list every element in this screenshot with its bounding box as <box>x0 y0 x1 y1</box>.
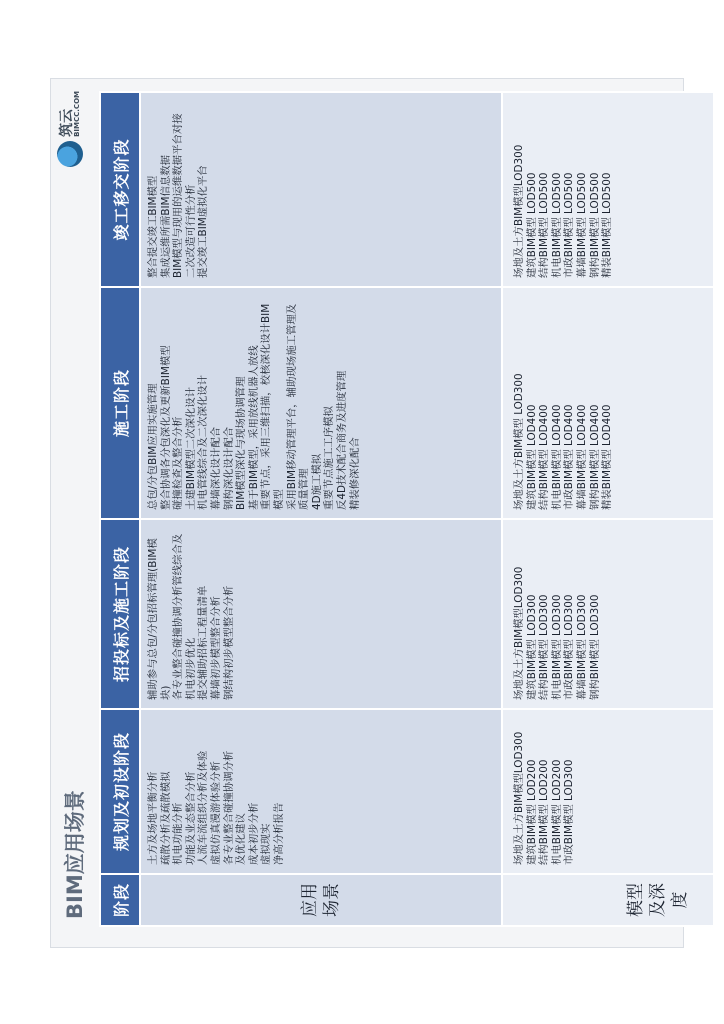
cell-line: 提交竣工BIM虚拟化平台 <box>197 165 210 278</box>
model-lod-row <box>502 92 714 926</box>
cell-line: 土建BIM模型二次深化设计 <box>184 386 197 510</box>
cell-line: 钢构BIM模型 LOD500 <box>588 172 601 278</box>
cell-handover-lod <box>502 92 714 287</box>
cell-line: 整合协调各分包深化及更新BIM模型 <box>159 345 172 510</box>
cell-line: 幕墙BIM模型 LOD500 <box>575 172 588 278</box>
cell-line: 钢构深化设计配合 <box>222 426 235 510</box>
cell-planning-lod <box>502 709 714 874</box>
cell-line: 虚拟仿真漫游体验分析 <box>209 761 222 865</box>
header-handover: 竣工移交阶段 <box>100 92 140 287</box>
cell-line: 市政BIM模型 LOD400 <box>563 404 576 510</box>
cell-line: 钢构BIM模型 LOD300 <box>588 594 601 700</box>
cell-line: 钢构BIM模型 LOD400 <box>588 404 601 510</box>
cell-line: 机电BIM模型 LOD500 <box>550 172 563 278</box>
header-stage: 阶段 <box>100 874 140 926</box>
header-planning: 规划及初设阶段 <box>100 709 140 874</box>
cell-line: 精装BIM模型 LOD400 <box>601 404 614 510</box>
cell-planning-applications <box>140 709 502 874</box>
cell-line: 场地及土方BIM模型LOD300 <box>513 731 525 865</box>
cell-line: 结构BIM模型 LOD500 <box>538 172 551 278</box>
cell-line: 辅助参与总包/分包招标管理(BIM模块) <box>147 538 172 700</box>
cell-line: 结构BIM模型 LOD400 <box>538 404 551 510</box>
cell-line: 各专业整合碰撞协调分析 <box>222 750 235 865</box>
cell-line: 建筑BIM模型 LOD200 <box>525 759 538 865</box>
cell-handover-applications <box>140 92 502 287</box>
header-construction: 施工阶段 <box>100 287 140 519</box>
cell-line: 二次改造可行性分析 <box>184 184 197 278</box>
cell-line: 幕墙BIM模型 LOD400 <box>575 404 588 510</box>
cell-line: 场地及土方BIM模型LOD300 <box>513 144 525 278</box>
row-label-application: 应用 场景 <box>140 874 502 926</box>
cell-line: 精装BIM模型 LOD500 <box>601 172 614 278</box>
cell-line: 幕墙初步模型整合分析 <box>209 596 222 700</box>
cell-line: 及优化建议 <box>235 813 248 865</box>
cell-line: 机电BIM模型 LOD200 <box>550 759 563 865</box>
cell-line: 机电功能分析 <box>172 802 185 865</box>
cell-line: 建筑BIM模型 LOD400 <box>525 404 538 510</box>
header-bidding: 招投标及施工阶段 <box>100 519 140 709</box>
cell-line: 建筑BIM模型 LOD300 <box>525 594 538 700</box>
cell-line: 反4D技术配合商务及进度管理 <box>335 370 348 510</box>
cell-construction-lod <box>502 287 714 519</box>
cell-line: 疏散分析及疏散模拟 <box>159 771 172 865</box>
cell-line: 各专业整合碰撞协调分析管线综合及机电初步优化 <box>172 533 197 700</box>
cell-line: 重要节点施工工序模拟 <box>323 406 336 510</box>
cell-line: 整合提交竣工BIM模型 <box>147 175 159 278</box>
cell-line: 幕墙BIM模型 LOD300 <box>575 594 588 700</box>
cell-line: 成本初步分析 <box>247 802 260 865</box>
logo-text-cn: 筑云 <box>58 108 75 137</box>
bim-stage-table <box>99 91 715 927</box>
cell-line: 采用BIM移动管理平台，辅助现场施工管理及质量管理 <box>285 303 311 510</box>
cell-line: 结构BIM模型 LOD200 <box>538 759 551 865</box>
header-row <box>100 92 140 926</box>
cell-line: 精装修深化配合 <box>348 437 361 510</box>
cell-line: BIM模型与现用的运维数据平台对接 <box>172 113 185 278</box>
logo <box>57 91 83 167</box>
cell-line: 功能及业态整合分析 <box>184 771 197 865</box>
cell-line: 提交辅助招标工程量清单 <box>197 585 210 700</box>
cell-line: 建筑BIM模型 LOD500 <box>525 172 538 278</box>
cell-line: 净高分析报告 <box>272 802 285 865</box>
cell-line: 幕墙深化设计配合 <box>209 426 222 510</box>
cell-line: 虚拟现实 <box>260 823 273 865</box>
page-title: BIM应用场景 <box>63 790 87 919</box>
slide <box>50 78 690 948</box>
row-label-model-lod: 模型 及深 度 <box>502 874 714 926</box>
cell-line: 土方及场地平衡分析 <box>147 771 159 865</box>
cell-construction-applications <box>140 287 502 519</box>
cell-line: 基于BIM模型，采用放线机器人放线 <box>247 345 260 510</box>
logo-text-en: BIMCC.COM <box>72 91 81 137</box>
cell-line: 场地及土方BIM模型 LOD300 <box>513 373 525 510</box>
cell-line: 场地及土方BIM模型LOD300 <box>513 566 525 700</box>
cell-line: 钢结构初步模型整合分析 <box>222 585 235 700</box>
cell-line: 市政BIM模型 LOD300 <box>563 594 576 700</box>
cell-line: 机电BIM模型 LOD400 <box>550 404 563 510</box>
cell-line: 机电管线综合及二次深化设计 <box>197 374 210 510</box>
cell-line: 人流车流组织分析及体验 <box>197 750 210 865</box>
cell-line: 集成运维所需BIM信息数据 <box>159 154 172 278</box>
cell-line: 总包/分包BIM应用实施管理 <box>147 383 159 510</box>
cell-bidding-lod <box>502 519 714 709</box>
cell-line: 市政BIM模型 LOD500 <box>563 172 576 278</box>
cell-line: BIM模型深化与现场协调管理 <box>235 376 248 510</box>
logo-icon <box>57 141 83 167</box>
cell-line: 重要节点，采用三维扫描，校核深化设计BIM模型 <box>260 303 285 510</box>
cell-bidding-applications <box>140 519 502 709</box>
cell-line: 碰撞检查及整合分析 <box>172 416 185 510</box>
cell-line: 结构BIM模型 LOD300 <box>538 594 551 700</box>
cell-line: 市政BIM模型 LOD300 <box>563 759 576 865</box>
cell-line: 机电BIM模型 LOD300 <box>550 594 563 700</box>
application-row <box>140 92 502 926</box>
cell-line: 4D施工模拟 <box>310 453 323 510</box>
